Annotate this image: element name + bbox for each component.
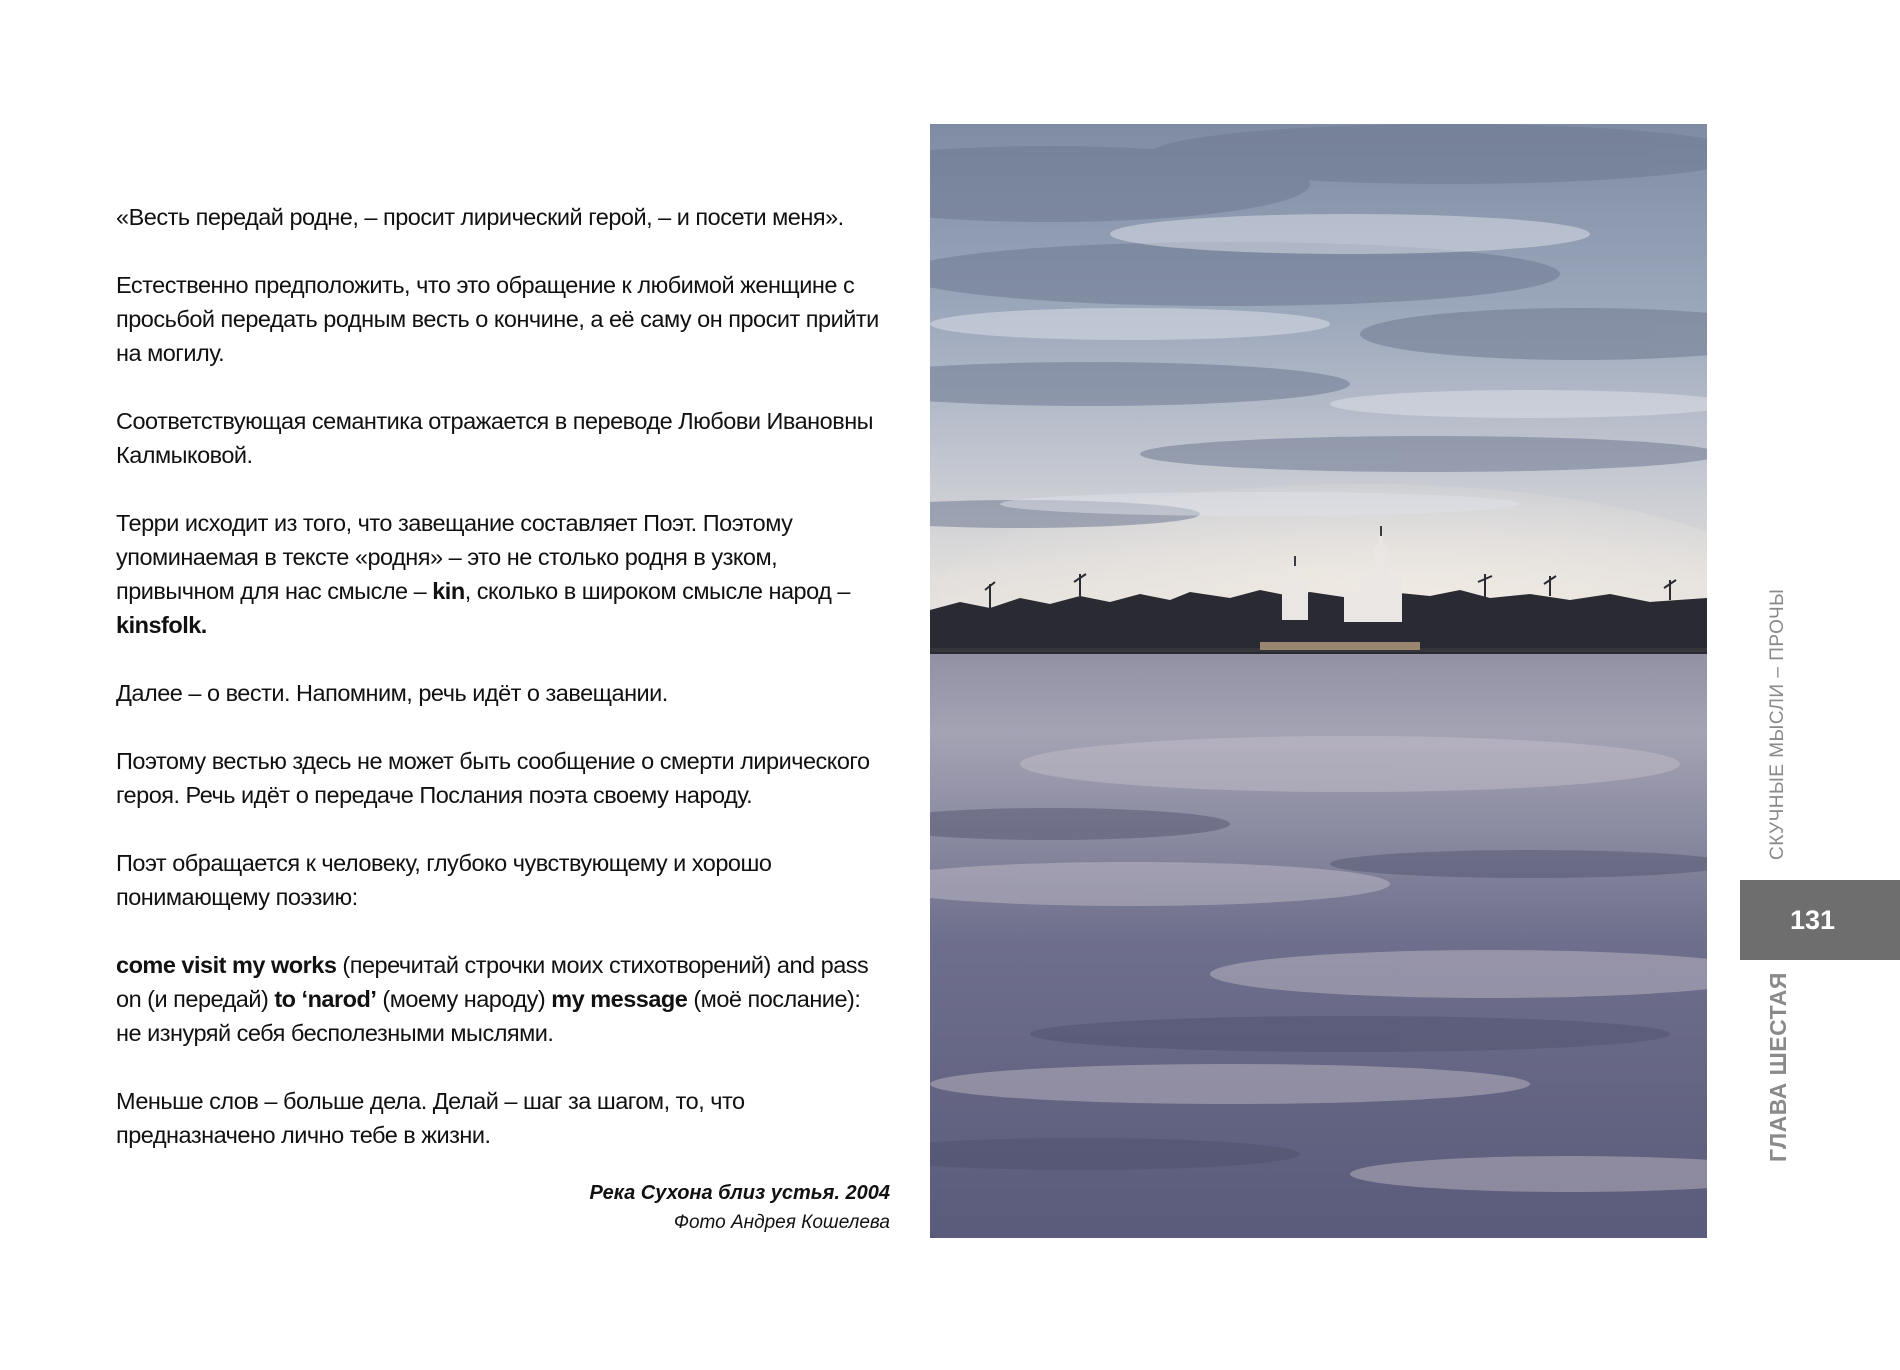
paragraph-4-text-c: , сколько в широком смысле народ –: [464, 578, 850, 604]
paragraph-8-text-b: (перечитай строчки моих стихотворений) and pass on (и передай): [116, 952, 869, 1012]
section-running-head: СКУЧНЫЕ МЫСЛИ – ПРОЧЫ: [1767, 588, 1788, 860]
paragraph-6: Поэтому вестью здесь не может быть сообщение о смерти лирического героя. Речь идёт о передаче Послания поэта своему народу.: [116, 748, 870, 808]
phrase-come-visit: come visit my works: [116, 952, 337, 978]
paragraph-8-text-d: (моему народу): [376, 986, 552, 1012]
paragraph-5: Далее – о вести. Напомним, речь идёт о завещании.: [116, 680, 668, 706]
page-number: 131: [1790, 904, 1836, 935]
phrase-my-message: my message: [551, 986, 688, 1012]
page-number-tab: [1740, 880, 1900, 960]
paragraph-8-text-f: (моё послание): не изнуряй себя бесполезными мыслями.: [116, 986, 861, 1046]
paragraph-7: Поэт обращается к человеку, глубоко чувствующему и хорошо понимающему поэзию:: [116, 850, 772, 910]
river-photo: [930, 124, 1707, 1238]
caption-title: Река Сухона близ устья. 2004: [589, 1182, 890, 1204]
photo-caption: [590, 1178, 891, 1238]
body-text: [116, 200, 890, 1186]
paragraph-1: «Весть передай родне, – просит лирический герой, – и посети меня».: [116, 204, 844, 230]
phrase-to-narod: to ‘narod’: [274, 986, 377, 1012]
paragraph-8: [116, 948, 890, 1050]
paragraph-4-text-a: Терри исходит из того, что завещание составляет Поэт. Поэтому упоминаемая в тексте «родня» – это не столько родня в узком, привычном для нас смысле –: [116, 510, 793, 604]
chapter-running-head: ГЛАВА ШЕСТАЯ: [1765, 972, 1791, 1162]
paragraph-2: Естественно предположить, что это обращение к любимой женщине с просьбой передать родным весть о кончине, а её саму он просит прийти на могилу.: [116, 272, 879, 366]
paragraph-4: [116, 506, 890, 642]
paragraph-3: Соответствующая семантика отражается в переводе Любови Ивановны Калмыковой.: [116, 408, 874, 468]
term-kin: kin: [432, 578, 465, 604]
paragraph-9: Меньше слов – больше дела. Делай – шаг за шагом, то, что предназначено лично тебе в жизни.: [116, 1088, 745, 1148]
term-kinsfolk: kinsfolk.: [116, 612, 207, 638]
caption-credit: Фото Андрея Кошелева: [673, 1212, 890, 1233]
